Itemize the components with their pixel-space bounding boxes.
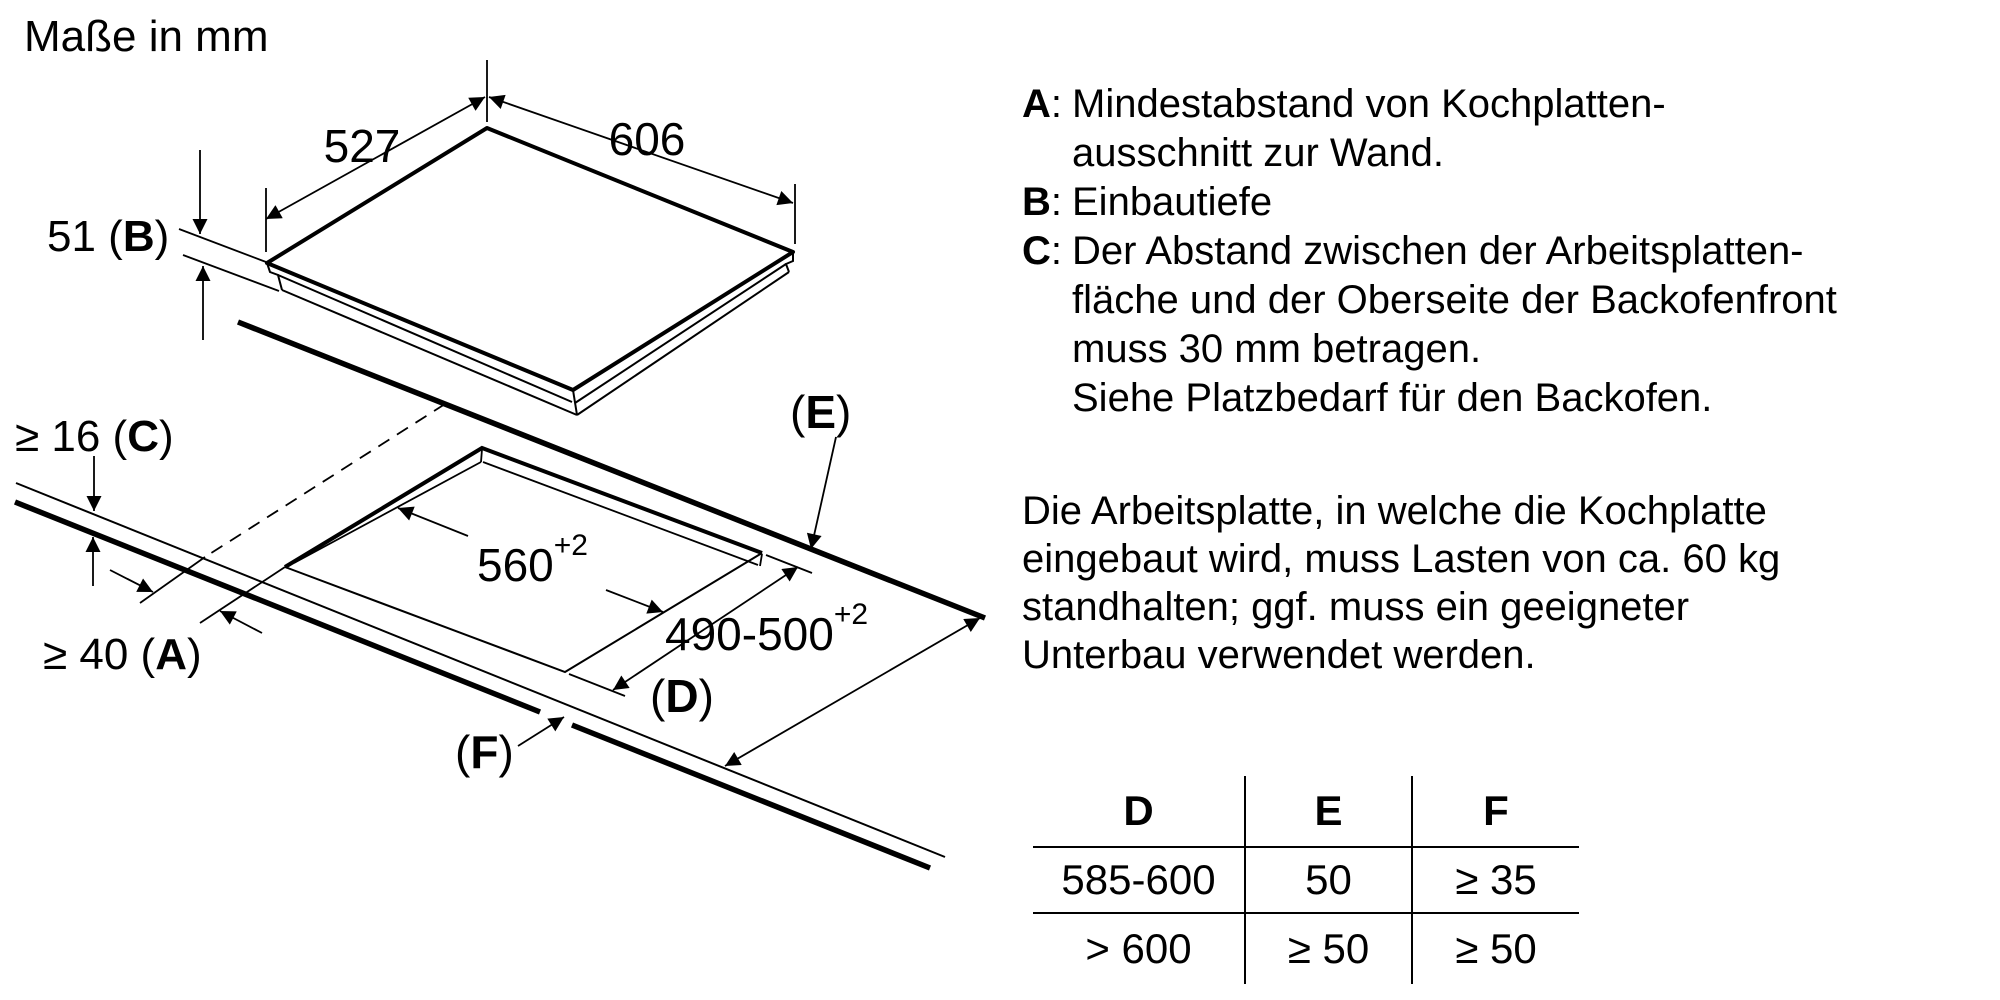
legend-text: Siehe Platzbedarf für den Backofen. [1072, 376, 1713, 420]
legend-text: Einbautiefe [1072, 180, 1273, 224]
dim-560-label: $560^{+2}$ [477, 529, 588, 591]
label-f: (F) [455, 726, 514, 778]
legend-text: Mindestabstand von Kochplatten- [1072, 82, 1666, 126]
paragraph-line: standhalten; ggf. muss ein geeigneter [1022, 585, 1690, 629]
legend-text: muss 30 mm betragen. [1072, 327, 1482, 371]
wall-projection-dashed-line [205, 404, 445, 557]
legend-row-b [1022, 178, 1837, 227]
cutout-inner-edge-left [294, 462, 481, 563]
table-header-d: D [1033, 776, 1246, 848]
table-cell-e2: ≥ 50 [1246, 914, 1413, 984]
label-e: (E) [790, 386, 852, 438]
legend-text: fläche und der Oberseite der Backofenfront [1072, 278, 1837, 322]
label-d: (D) [650, 670, 714, 722]
dim-560-line-right [606, 590, 663, 612]
table-cell-d2: > 600 [1033, 914, 1246, 984]
paragraph-line: Unterbau verwendet werden. [1022, 633, 1536, 677]
cutout-corner-depth-right [760, 554, 762, 566]
legend-key-b: B: [1022, 180, 1063, 224]
def-dimension-table [1033, 776, 1579, 984]
table-cell-d1: 585-600 [1033, 848, 1246, 914]
table-cell-e1: 50 [1246, 848, 1413, 914]
legend [1022, 80, 1837, 423]
legend-key-a: A: [1022, 82, 1063, 126]
dim-490-extension-lower [569, 674, 625, 696]
dim-c-label: ≥ 16 (C) [15, 412, 174, 461]
label-f-leader-arrow [518, 717, 564, 746]
label-e-leader-arrow [811, 437, 836, 549]
dim-a-label: ≥ 40 (A) [43, 630, 202, 679]
dim-a-arrow-right [110, 570, 153, 592]
dim-a-arrow-left [220, 611, 262, 633]
dim-490-extension-upper [766, 555, 812, 573]
paragraph-line: Die Arbeitsplatte, in welche die Kochplatte [1022, 489, 1767, 533]
installation-diagram [0, 0, 1010, 980]
dim-527-label: 527 [323, 120, 401, 172]
paragraph-line: eingebaut wird, muss Lasten von ca. 60 kg [1022, 537, 1781, 581]
page-title: Maße in mm [24, 12, 269, 61]
dim-606-label: 606 [608, 113, 686, 165]
dim-490-label: $490-500^{+2}$ [665, 598, 869, 660]
cutout-corner-depth-top [481, 449, 482, 462]
table-cell-f1: ≥ 35 [1413, 848, 1579, 914]
legend-row-a2 [1022, 129, 1837, 178]
legend-text: ausschnitt zur Wand. [1072, 131, 1445, 175]
legend-row-c4 [1022, 374, 1837, 423]
legend-text: Der Abstand zwischen der Arbeitsplatten- [1072, 229, 1804, 273]
table-cell-f2: ≥ 50 [1455, 925, 1537, 972]
dim-b-leader-top [179, 229, 266, 262]
dim-b-label: 51 (B) [47, 212, 170, 261]
legend-row-c2 [1022, 276, 1837, 325]
dim-560-line-left [398, 508, 468, 536]
table-header-f: F [1413, 776, 1579, 848]
legend-key-c: C: [1022, 229, 1063, 273]
legend-row-a [1022, 80, 1837, 129]
cutout-extension-line [200, 567, 285, 623]
legend-row-c [1022, 227, 1837, 276]
table-header-e: E [1246, 776, 1413, 848]
legend-row-c3 [1022, 325, 1837, 374]
dim-b-leader-bottom [183, 255, 279, 291]
worktop-front-bottom-edge-right [572, 725, 930, 868]
worktop-note-paragraph [1022, 487, 1780, 679]
